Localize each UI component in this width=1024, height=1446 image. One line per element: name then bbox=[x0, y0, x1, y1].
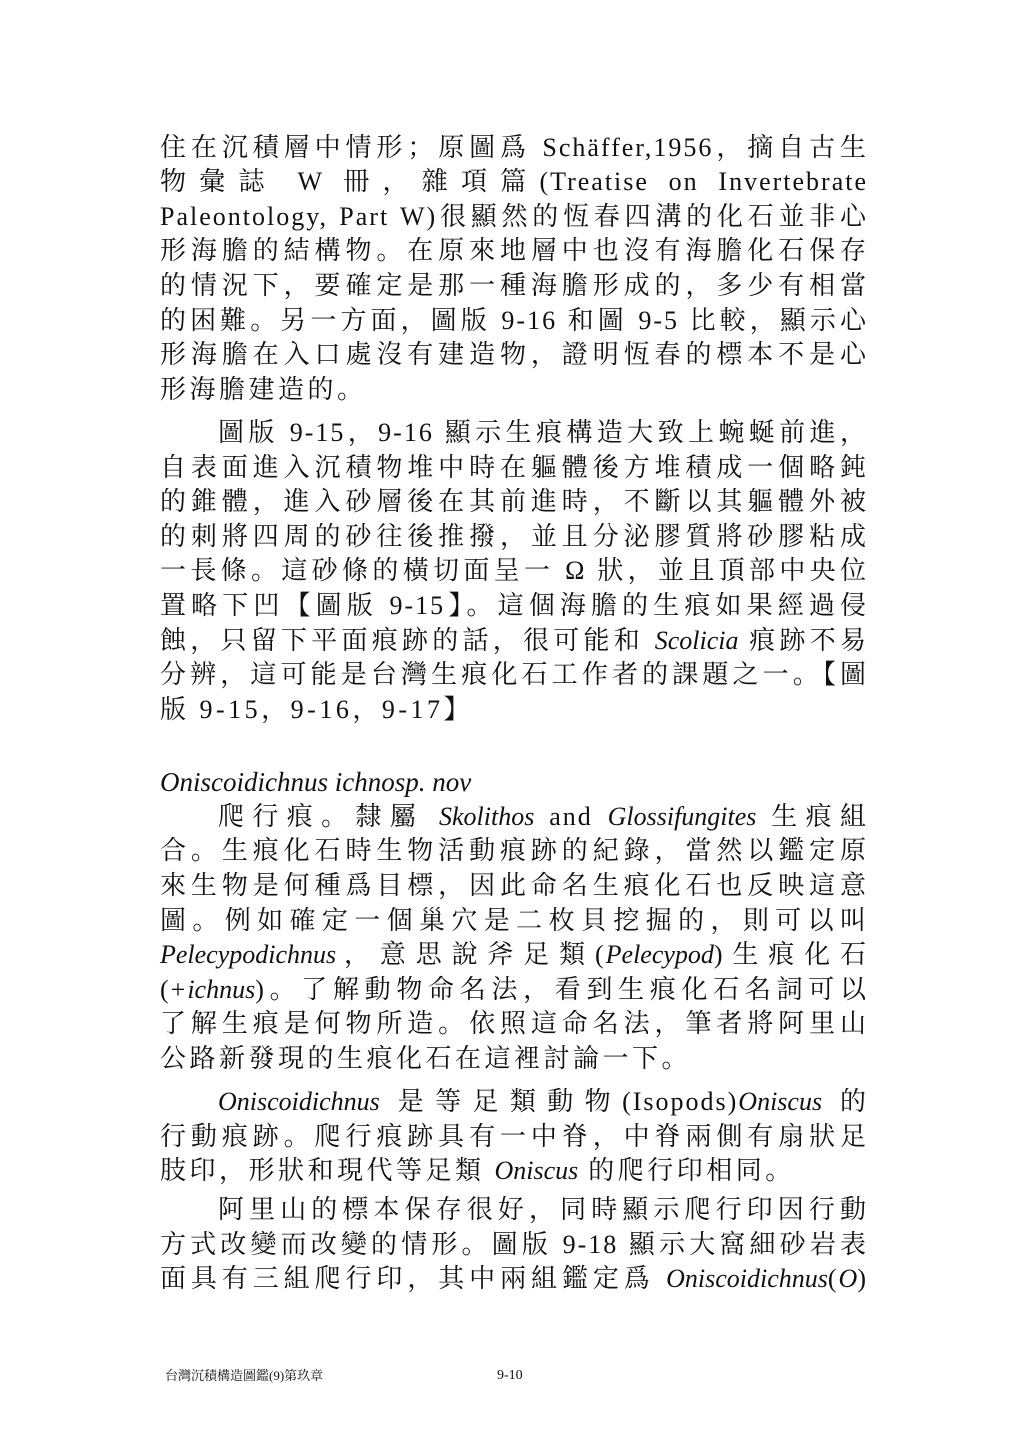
text-line bbox=[160, 416, 868, 451]
text-run: 物彙誌 W 冊，雜項篇(Treatise on Invertebrate bbox=[160, 167, 868, 197]
text-line bbox=[160, 451, 868, 486]
text-line bbox=[160, 1042, 868, 1077]
text-line bbox=[160, 834, 868, 869]
text-run: 圖。例如確定一個巢穴是二枚貝挖掘的，則可以叫 bbox=[160, 905, 868, 935]
body-text bbox=[160, 131, 868, 1297]
text-run: )生痕化石 bbox=[713, 940, 868, 970]
text-line bbox=[160, 165, 868, 200]
text-run: 蝕，只留下平面痕跡的話，很可能和 bbox=[160, 625, 655, 655]
text-run: 的 bbox=[822, 1087, 868, 1117]
text-run: 面具有三組爬行印，其中兩組鑑定爲 bbox=[160, 1264, 667, 1294]
text-line bbox=[160, 234, 868, 269]
text-run: 合。生痕化石時生物活動痕跡的紀錄，當然以鑑定原 bbox=[160, 836, 868, 866]
text-run: 方式改變而改變的情形。圖版 9-18 顯示大窩細砂岩表 bbox=[160, 1229, 868, 1259]
text-run: 一長條。這砂條的橫切面呈一 Ω 狀，並且頂部中央位 bbox=[160, 556, 868, 586]
text-run: 形海膽建造的。 bbox=[160, 374, 367, 404]
text-line bbox=[160, 589, 868, 624]
italic-run: Oniscus bbox=[494, 1156, 579, 1186]
italic-run: Pelecypod bbox=[605, 940, 714, 970]
paragraph-2 bbox=[160, 416, 868, 727]
text-line bbox=[160, 658, 868, 693]
text-run: 阿里山的標本保存很好，同時顯示爬行印因行動 bbox=[218, 1195, 868, 1225]
footer-page-number: 9-10 bbox=[497, 1368, 523, 1383]
text-run: 來生物是何種爲目標，因此命名生痕化石也反映這意 bbox=[160, 870, 868, 900]
text-run: Paleontology, Part W)很顯然的恆春四溝的化石並非心 bbox=[160, 201, 868, 231]
text-run: 住在沉積層中情形；原圖爲 Schäffer,1956，摘自古生 bbox=[160, 132, 868, 162]
italic-run: Oniscus bbox=[738, 1087, 823, 1117]
text-run: 的刺將四周的砂往後推撥，並且分泌膠質將砂膠粘成 bbox=[160, 521, 868, 551]
section-heading: Oniscoidichnus ichnosp. nov bbox=[160, 767, 472, 798]
italic-run: Oniscoidichnus bbox=[666, 1264, 828, 1294]
text-run: (+ bbox=[160, 974, 188, 1004]
text-run: 的情況下，要確定是那一種海膽形成的，多少有相當 bbox=[160, 271, 868, 301]
italic-run: O bbox=[838, 1264, 858, 1294]
text-run: 生痕組 bbox=[756, 801, 868, 831]
text-line bbox=[160, 485, 868, 520]
text-run: ) bbox=[857, 1264, 868, 1294]
text-line bbox=[160, 693, 868, 728]
text-run: 肢印，形狀和現代等足類 bbox=[160, 1156, 495, 1186]
italic-run: Oniscoidichnus bbox=[218, 1087, 380, 1117]
paragraph-4 bbox=[160, 1085, 868, 1189]
text-run: 的爬行印相同。 bbox=[578, 1156, 795, 1186]
text-line bbox=[160, 304, 868, 339]
text-line bbox=[160, 1085, 868, 1120]
paragraph-continued bbox=[160, 131, 868, 408]
text-line bbox=[160, 1154, 868, 1189]
text-line bbox=[160, 200, 868, 235]
text-run: 自表面進入沉積物堆中時在軀體後方堆積成一個略鈍 bbox=[160, 452, 868, 482]
text-run: 了解生痕是何物所造。依照這命名法，筆者將阿里山 bbox=[160, 1009, 868, 1039]
text-run: 是等足類動物(Isopods) bbox=[379, 1087, 739, 1117]
text-line bbox=[160, 1120, 868, 1155]
text-line bbox=[160, 904, 868, 939]
text-run: 形海膽在入口處沒有建造物，證明恆春的標本不是心 bbox=[160, 340, 868, 370]
italic-run: Scolicia bbox=[654, 625, 739, 655]
italic-run: Pelecypodichnus bbox=[160, 940, 337, 970]
text-line bbox=[160, 973, 868, 1008]
text-run: 版 9-15，9-16，9-17】 bbox=[160, 694, 473, 724]
text-run: and bbox=[534, 801, 608, 831]
text-line bbox=[160, 938, 868, 973]
text-line bbox=[160, 1228, 868, 1263]
italic-run: Glossifungites bbox=[607, 801, 757, 831]
text-run: 公路新發現的生痕化石在這裡討論一下。 bbox=[160, 1043, 692, 1073]
text-run: 行動痕跡。爬行痕跡具有一中脊，中脊兩側有扇狀足 bbox=[160, 1121, 868, 1151]
text-line bbox=[160, 624, 868, 659]
text-run: 爬行痕。隸屬 bbox=[218, 801, 439, 831]
text-line bbox=[160, 1193, 868, 1228]
text-line bbox=[160, 1007, 868, 1042]
text-run: ( bbox=[827, 1264, 839, 1294]
text-run: 分辨，這可能是台灣生痕化石工作者的課題之一。【圖 bbox=[160, 660, 868, 690]
text-line bbox=[160, 131, 868, 166]
footer-book-title: 台灣沉積構造圖鑑(9)第玖章 bbox=[165, 1368, 324, 1383]
text-run: 的錐體，進入砂層後在其前進時，不斷以其軀體外被 bbox=[160, 487, 868, 517]
text-line bbox=[160, 269, 868, 304]
text-line bbox=[160, 520, 868, 555]
text-run: 圖版 9-15，9-16 顯示生痕構造大致上蜿蜒前進， bbox=[218, 418, 868, 448]
text-line bbox=[160, 373, 868, 408]
text-run: 痕跡不易 bbox=[738, 625, 868, 655]
text-line bbox=[160, 869, 868, 904]
italic-run: ichnus bbox=[187, 974, 256, 1004]
text-run: 置略下凹【圖版 9-15】。這個海膽的生痕如果經過侵 bbox=[160, 591, 868, 620]
paragraph-3 bbox=[160, 800, 868, 1077]
text-line bbox=[160, 554, 868, 589]
text-line bbox=[160, 338, 868, 373]
text-run: ，意思說斧足類( bbox=[336, 940, 606, 970]
text-run: 形海膽的結構物。在原來地層中也沒有海膽化石保存 bbox=[160, 236, 868, 266]
italic-run: Skolithos bbox=[439, 801, 535, 831]
text-line bbox=[160, 1262, 868, 1297]
text-run: 的困難。另一方面，圖版 9-16 和圖 9-5 比較，顯示心 bbox=[160, 305, 868, 335]
text-line bbox=[160, 800, 868, 835]
paragraph-5 bbox=[160, 1193, 868, 1297]
text-run: )。了解動物命名法，看到生痕化石名詞可以 bbox=[255, 974, 868, 1004]
